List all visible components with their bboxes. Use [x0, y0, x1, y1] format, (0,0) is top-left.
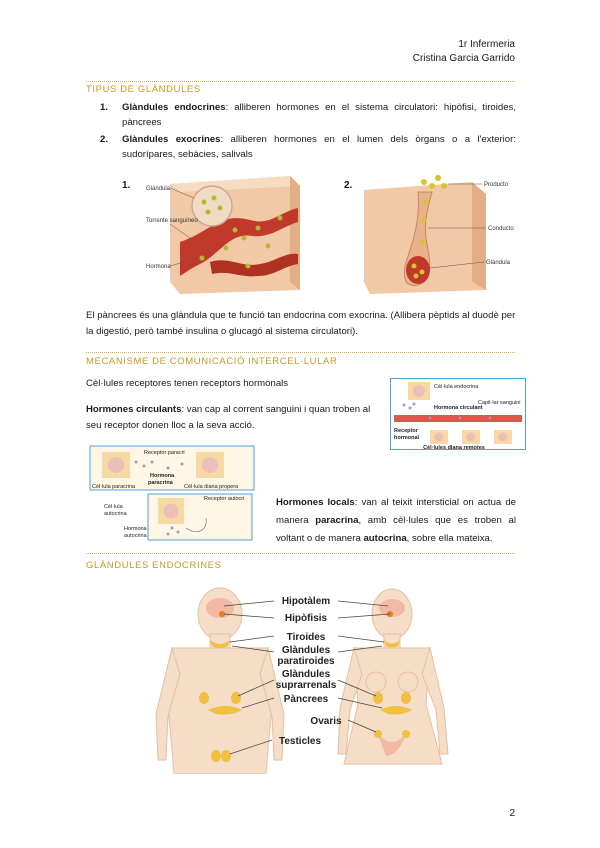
label-hormona-autocrina-1: Hormona [124, 526, 147, 532]
gland-circle [192, 186, 232, 226]
label-hormona: Hormona [146, 264, 171, 270]
list-text: : alliberen hormones en el sistema circulatori: hipòfisi, tiroides, pàncrees [122, 102, 516, 128]
label-glandula-exo: Glándula [486, 260, 511, 266]
label-pancrees: Pàncrees [283, 694, 329, 705]
receptor-intro: Cèl·lules receptores tenen receptors hormonals [86, 378, 289, 389]
local-hormones-desc: , amb cèl·lules que es troben al voltant o de manera [276, 515, 516, 544]
autocrine-term: autocrina [363, 533, 407, 544]
list-number: 1. [100, 102, 109, 113]
label-suprarrenals-1: Glàndules [281, 669, 331, 680]
section-title-gland-types: TIPUS DE GLÀNDULES [86, 84, 201, 95]
tissue-side [290, 176, 300, 290]
ovary [402, 730, 410, 738]
section-divider [86, 553, 515, 554]
local-hormones-desc: , sobre ella mateixa. [406, 533, 493, 544]
page-header [413, 38, 515, 66]
label-conducto: Conducto [488, 226, 514, 232]
label-celula-diana: Cèl·lula diana propera [184, 484, 239, 490]
circulating-hormones-term: Hormones circulants [86, 404, 182, 415]
paracrine-term: paracrina [315, 515, 359, 526]
list-item [100, 132, 516, 162]
testicle [221, 750, 231, 762]
section-title-communication: MECANISME DE COMUNICACIÓ INTERCEL·LULAR [86, 356, 338, 367]
list-text: : alliberen hormones en el lumen dels òrgans o a l'exterior: sudorípares, sebàcies, salivals [122, 134, 517, 160]
label-remote-cells: Cèl·lules diana remotes [423, 445, 485, 450]
label-ovaris: Ovaris [310, 716, 342, 727]
label-hormona-paracrina-2: paracrina [148, 480, 173, 486]
circulating-hormones-text [86, 402, 382, 433]
label-producto: Producto [484, 182, 509, 188]
label-celula-paracrina: Cèl·lula paracrina [92, 484, 136, 490]
endocrine-gland-illustration [140, 172, 302, 294]
endocrine-signaling-figure [390, 378, 526, 450]
list-item [100, 100, 516, 130]
label-hormona-circulant: Hormona circulant [434, 405, 483, 411]
label-tiroides: Tiroides [286, 632, 326, 643]
adrenal [373, 692, 383, 704]
tissue-side [472, 182, 486, 290]
header-course: 1r Infermeria [458, 39, 515, 50]
label-celula-autocrina-1: Cèl·lula [104, 504, 123, 510]
label-suprarrenals-2: suprarrenals [275, 680, 337, 691]
label-receptor-hormonal-2: hormonal [394, 435, 420, 441]
pancreas-paragraph: El pàncrees és una glàndula que te funció tan endocrina com exocrina. (Allibera pèptids al duodè per la digestió, però també insulina o glucagó al sistema circulatori). [86, 310, 516, 337]
adrenal [401, 692, 411, 704]
label-receptor-paracri: Receptor paracri [144, 450, 185, 456]
local-hormones-desc: : van al teixit intersticial on actua de manera [276, 497, 516, 526]
local-hormones-term: Hormones locals [276, 497, 355, 508]
label-receptor-autocri: Receptor autocri [204, 496, 245, 502]
circulating-hormones-desc: : van cap al corrent sanguini i quan troben al seu receptor donen lloc a la seva acció. [86, 404, 371, 431]
label-testicles: Testicles [278, 736, 322, 747]
local-hormones-text [276, 494, 516, 548]
list-term: Glàndules endocrines [122, 102, 226, 113]
adrenal [199, 692, 209, 704]
gland-body [406, 256, 430, 284]
local-signaling-figure [88, 444, 268, 544]
label-capillar: Capil·lar sanguini [478, 400, 521, 406]
label-paratiroides-1: Glàndules [281, 645, 331, 656]
section-divider [86, 352, 515, 353]
ovary [374, 730, 382, 738]
cell-nucleus [413, 385, 425, 397]
label-hormona-paracrina-1: Hormona [150, 473, 175, 479]
page-number: 2 [509, 808, 515, 819]
list-number: 2. [100, 134, 109, 145]
exocrine-gland-illustration [362, 172, 520, 294]
label-hormona-autocrina-2: autocrina [124, 533, 147, 539]
section-title-endocrine-glands: GLÀNDULES ENDOCRINES [86, 560, 222, 571]
section-divider [86, 81, 515, 82]
label-paratiroides-2: paratiroides [277, 656, 335, 667]
label-hipofisi: Hipòfisis [284, 613, 328, 624]
label-glandula: Glándula [146, 186, 171, 192]
label-hipotalem: Hipotàlem [281, 596, 331, 607]
testicle [211, 750, 221, 762]
header-author: Cristina Garcia Garrido [412, 53, 515, 64]
blood-capillary [394, 415, 522, 422]
label-celula-endocrina: Cèl·lula endocrina [434, 384, 479, 390]
endocrine-glands-anatomy [150, 584, 460, 774]
label-torrente: Torrente sanguíneo [146, 218, 198, 224]
list-term: Glàndules exocrines [122, 134, 221, 145]
label-receptor-hormonal-1: Receptor [394, 428, 418, 434]
gland-types-list [100, 100, 516, 164]
adrenal [231, 692, 241, 704]
label-celula-autocrina-2: autocrina [104, 511, 127, 517]
figure-number: 2. [344, 180, 353, 191]
figure-number: 1. [122, 180, 131, 191]
